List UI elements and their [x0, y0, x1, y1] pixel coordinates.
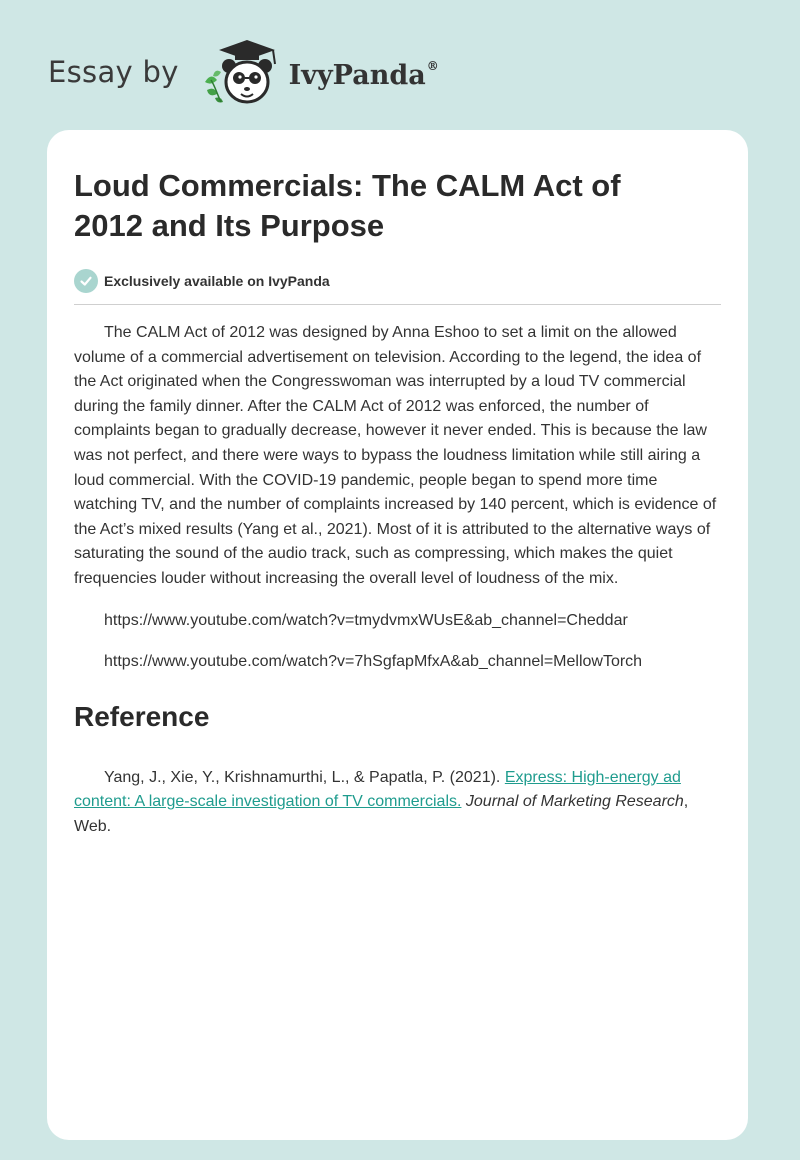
- video-link-2: https://www.youtube.com/watch?v=7hSgfapMfxA&ab_channel=MellowTorch: [104, 652, 643, 670]
- brand-label: IvyPanda: [288, 60, 426, 91]
- reference-journal: Journal of Marketing Research: [465, 793, 684, 811]
- video-link-1: https://www.youtube.com/watch?v=tmydvmxWUsE&ab_channel=Cheddar: [104, 611, 628, 629]
- essay-card: [47, 130, 748, 1140]
- exclusive-badge-text: Exclusively available on IvyPanda: [104, 273, 330, 289]
- brand-name: [289, 59, 439, 91]
- body-paragraph: The CALM Act of 2012 was designed by Anna Eshoo to set a limit on the allowed volume of a commercial advertisement on television. According to the legend, the idea of the Act originated when the Congresswoman was interrupted by a loud TV commercial during the family dinner. After the CALM Act of 2012 was enforced, the number of complaints began to gradually decrease, however it never ended. This is because the law was not perfect, and there were ways to bypass the loudness limitation while still airing a loud commercial. With the COVID-19 pandemic, people began to spend more time watching TV, and the number of complaints increased by 140 percent, which is evidence of the Act’s mixed results (Yang et al., 2021). Most of it is attributed to the alternative ways of saturating the sound of the audio track, such as compressing, which makes the quiet frequencies louder without increasing the overall level of loudness of the mix.: [74, 324, 717, 587]
- checkmark-icon: [74, 269, 98, 293]
- reference-entry: [74, 766, 721, 840]
- essay-by-label: Essay by: [48, 55, 179, 89]
- reference-authors: Yang, J., Xie, Y., Krishnamurthi, L., & Papatla, P. (2021).: [104, 768, 505, 786]
- reference-heading: Reference: [74, 700, 210, 732]
- panda-mascot-icon: [195, 36, 287, 108]
- reference-link[interactable]: Express: High-energy ad content: A large-scale investigation of TV commercials.: [74, 768, 681, 811]
- registered-mark: ®: [426, 59, 439, 73]
- reference-tail: , Web.: [74, 793, 689, 835]
- divider: [74, 304, 721, 305]
- ivypanda-logo[interactable]: [195, 36, 439, 108]
- essay-title: Loud Commercials: The CALM Act of 2012 and Its Purpose: [74, 168, 621, 243]
- site-header: [48, 36, 439, 108]
- exclusive-badge: [74, 268, 721, 294]
